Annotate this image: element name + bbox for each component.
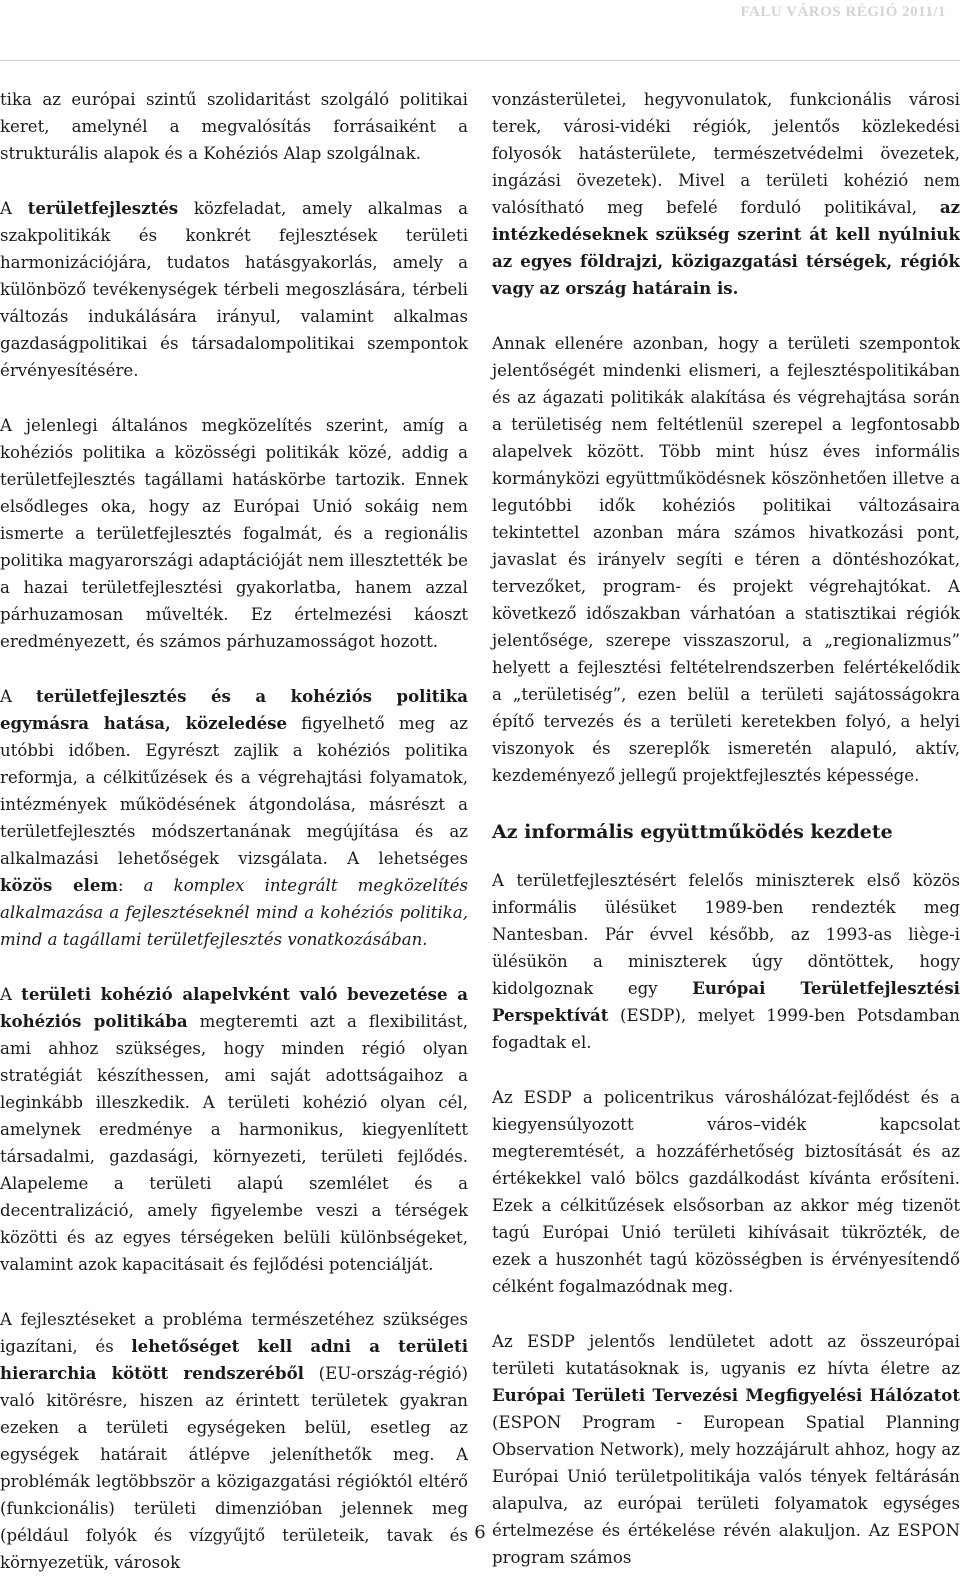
paragraph: Az ESDP a policentrikus városhálózat-fejlődést és a kiegyensúlyozott város–vidék kapcsolat megteremtését, a hozzáférhetőség biztosítását és az értékekkel való bölcs gazdálkodást kívánta erősíteni. Ezek a célkitűzések elsősorban az akkor még tizenöt tagú Európai Unió területi kihívásait tükrözték, de ezek a huszonhét tagú közösségben is érvényesítendő célként fogalmazódnak meg. xyxy=(492,1088,960,1296)
header-rule xyxy=(0,60,960,61)
paragraph: tika az európai szintű szolidaritást szolgáló politikai keret, amelynél a megvalósítás forrásaiként a strukturális alapok és a Kohéziós Alap szolgálnak. xyxy=(0,90,468,163)
paragraph: A területfejlesztésért felelős miniszterek első közös informális ülésüket 1989-ben rendezték meg Nantesban. Pár évvel később, az 1993-as liège-i ülésükön a miniszterek úgy döntöttek, hogy kidolgoznak egy Európai Területfejlesztési Perspektívát (ESDP), melyet 1999-ben Potsdamban fogadtak el. xyxy=(492,871,960,1052)
running-header: FALU VÁROS RÉGIÓ 2011/1 xyxy=(740,4,946,20)
left-column xyxy=(0,86,468,1576)
paragraph: A területfejlesztés és a kohéziós politika egymásra hatása, közeledése figyelhető meg az utóbbi időben. Egyrészt zajlik a kohéziós politika reformja, a célkitűzések és a végrehajtási folyamatok, intézmények működésének átgondolása, másrészt a területfejlesztés módszertanának megújítása és az alkalmazási lehetőségek vizsgálata. A lehetséges közös elem: a komplex integrált megközelítés alkalmazása a fejlesztéseknél mind a kohéziós politika, mind a tagállami területfejlesztés vonatkozásában. xyxy=(0,686,468,949)
paragraph: A fejlesztéseket a probléma természetéhez szükséges igazítani, és lehetőséget kell adni a területi hierarchia kötött rendszeréből (EU-ország-régió) való kitörésre, hiszen az érintett területek gyakran ezeken a területi egységeken belül, esetleg az egységek határait átlépve jeleníthetők meg. A problémák legtöbbször a közigazgatási régióktól eltérő (funkcionális) területi dimenzióban jelennek meg (például folyók és vízgyűjtő területeik, tavak és környezetük, városok xyxy=(0,1310,468,1572)
paragraph: A jelenlegi általános megközelítés szerint, amíg a kohéziós politika a közösségi politikák közé, addig a területfejlesztés tagállami hatáskörbe tartozik. Ennek elsődleges oka, hogy az Európai Unió sokáig nem ismerte a területfejlesztés fogalmát, és a regionális politika magyarországi adaptációját nem illesztették be a hazai területfejlesztési gyakorlatba, hanem azzal párhuzamosan művelték. Ez értelmezési káoszt eredményezett, és számos párhuzamosságot hozott. xyxy=(0,416,468,651)
section-heading: Az informális együttműködés kezdete xyxy=(492,821,893,843)
paragraph: Az ESDP jelentős lendületet adott az összeurópai területi kutatásoknak is, ugyanis ez hívta életre az Európai Területi Tervezési Megfigyelési Hálózatot (ESPON Program - European Spatial Planning Observation Network), mely hozzájárult ahhoz, hogy az Európai Unió területpolitikája valós tények feltárásán alapulva, az európai területi folyamatok egységes értelmezése és értékelése révén alakuljon. Az ESPON program számos xyxy=(492,1332,960,1567)
right-column xyxy=(492,86,960,1571)
page-number: 6 xyxy=(474,1522,486,1543)
paragraph: Annak ellenére azonban, hogy a területi szempontok jelentőségét mindenki elismeri, a fejlesztéspolitikában és az ágazati politikák alakítása és végrehajtása során a területiség nem feltétlenül szerepel a legfontosabb alapelvek között. Több mint húsz éves informális kormányközi együttműködésnek köszönhetően illetve a legutóbbi idők kohéziós politikai változásaira tekintettel azonban mára számos hivatkozási pont, javaslat és irányelv segíti e téren a döntéshozókat, tervezőket, program- és projekt végrehajtókat. A következő időszakban várhatóan a statisztikai régiók jelentősége, szerepe visszaszorul, a „regionalizmus” helyett a fejlesztési feltételrendszerben felértékelődik a „területiség”, ezen belül a területi sajátosságokra építő tervezés és a területi keretekben folyó, a helyi viszonyok és szereplők ismeretén alapuló, aktív, kezdeményező jellegű projektfejlesztés képessége. xyxy=(492,334,960,785)
paragraph: A területfejlesztés közfeladat, amely alkalmas a szakpolitikák és konkrét fejlesztések területi harmonizációjára, tudatos hatásgyakorlás, amely a különböző tevékenységek térbeli megoszlására, térbeli változás indukálására irányul, valamint alkalmas gazdaságpolitikai és társadalompolitikai szempontok érvényesítésére. xyxy=(0,198,468,380)
paragraph: vonzásterületei, hegyvonulatok, funkcionális városi terek, városi-vidéki régiók, jelentős közlekedési folyosók hatásterülete, természetvédelmi övezetek, ingázási övezetek). Mivel a területi kohézió nem valósítható meg befelé forduló politikával, az intézkedéseknek szükség szerint át kell nyúlniuk az egyes földrajzi, közigazgatási térségek, régiók vagy az ország határain is. xyxy=(492,90,960,298)
paragraph: A területi kohézió alapelvként való bevezetése a kohéziós politikába megteremti azt a flexibilitást, ami ahhoz szükséges, hogy minden régió olyan stratégiát készíthessen, ami saját adottságaihoz a leginkább illeszkedik. A területi kohézió olyan cél, amelynek eredménye a harmonikus, kiegyenlített társadalmi, gazdasági, környezeti, területi fejlődés. Alapeleme a területi alapú szemlélet és a decentralizáció, amely figyelembe veszi a térségek közötti és az egyes térségeken belüli különbségeket, valamint azok kapacitásait és fejlődési potenciálját. xyxy=(0,984,468,1274)
